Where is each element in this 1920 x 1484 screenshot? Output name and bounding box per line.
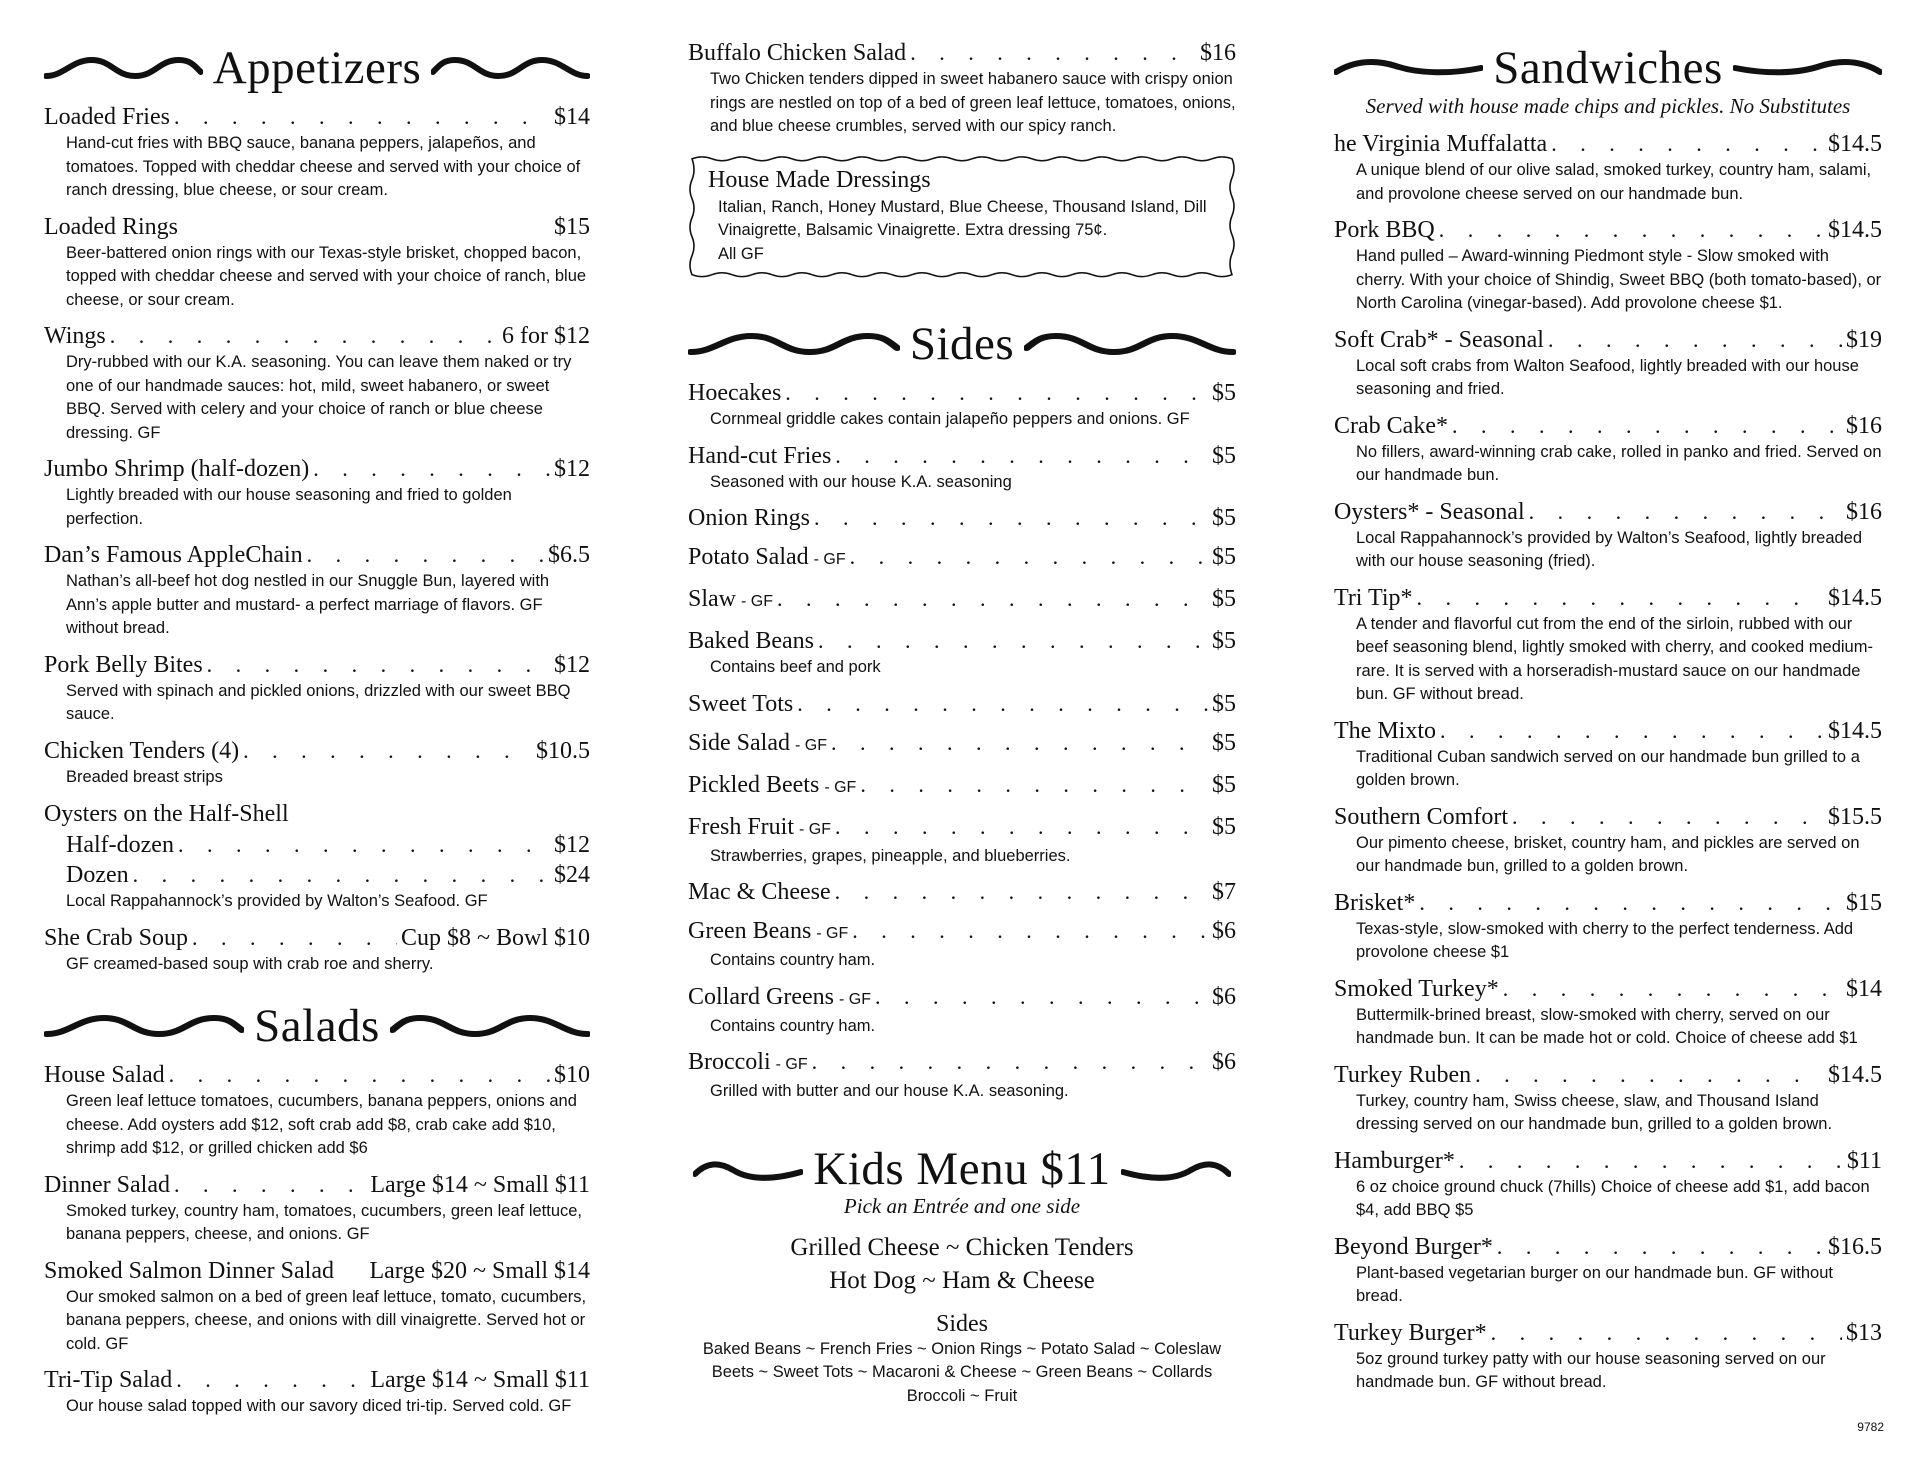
swirl-right-icon [431,50,590,86]
item-name: Pork Belly Bites [44,651,203,678]
menu-item [44,923,590,977]
menu-item [44,1365,590,1419]
menu-item [688,770,1236,803]
swirl-right-icon [1121,1152,1231,1188]
item-price: $15 [1846,889,1882,916]
item-description: Texas-style, slow-smoked with cherry to the perfect tenderness. Add provolone cheese $1 [1356,919,1854,961]
item-name: Jumbo Shrimp (half-dozen) [44,456,310,482]
item-description: Beer-battered onion rings with our Texas-style brisket, chopped bacon, topped with cheddar cheese and served with your choice of ranch, blue cheese, or sour cream. [66,243,587,309]
menu-item [688,503,1236,533]
menu-item [688,689,1236,719]
kids-header [688,1140,1236,1200]
item-price: $14.5 [1828,717,1882,744]
item-price: $6 [1212,918,1236,944]
item-price: $5 [1212,442,1236,469]
item-description: Our pimento cheese, brisket, country ham, and pickles are served on our handmade bun, grilled to a golden brown. [1356,833,1860,875]
sides-title: Sides [909,317,1015,370]
item-description: Lightly breaded with our house seasoning and fried to golden perfection. [66,486,512,528]
item-price: $16 [1846,412,1882,439]
oysters-title: Oysters on the Half-Shell [44,801,289,827]
item-description: Smoked turkey, country ham, tomatoes, cucumbers, green leaf lettuce, banana peppers, cheese, and onions. GF [66,1201,583,1243]
sandwiches-subtitle: Served with house made chips and pickles. No Substitutes [1365,94,1851,118]
kids-subtitle: Pick an Entrée and one side [843,1193,1081,1218]
sandwiches-list [1334,129,1882,1395]
item-price: $16 [1200,40,1236,66]
item-price: $5 [1212,729,1236,756]
item-description: Cornmeal griddle cakes contain jalapeño peppers and onions. GF [710,410,1190,428]
swirl-left-icon [44,1008,244,1044]
menu-item [688,877,1236,907]
item-description: Our house salad topped with our savory diced tri-tip. Served cold. GF [66,1397,572,1415]
item-price: $16.5 [1828,1233,1882,1260]
menu-item [1334,129,1882,206]
menu-item [44,650,590,727]
item-description: Seasoned with our house K.A. seasoning [710,472,1012,491]
item-name: Oysters* - Seasonal [1334,498,1525,525]
menu-item [44,212,590,313]
item-price: $12 [554,832,590,858]
item-description: Contains country ham. [710,1016,876,1035]
item-price: $14 [554,104,590,130]
left-column [44,38,590,1428]
menu-item [688,1047,1236,1104]
menu-item [44,1060,590,1161]
item-price: $15.5 [1828,803,1882,830]
menu-item [688,728,1236,761]
item-name: Dozen [66,862,129,888]
item-price: $11 [1846,1147,1882,1174]
menu-item [44,540,590,641]
swirl-left-icon [1334,50,1483,86]
menu-item [688,626,1236,680]
item-price: $14.5 [1828,584,1882,611]
menu-item [44,1170,590,1247]
item-name: Smoked Turkey* [1334,975,1499,1002]
item-description: Local Rappahannock’s provided by Walton’s Seafood. GF [66,892,488,910]
menu-item [688,982,1236,1039]
item-description: Hand-cut fries with BBQ sauce, banana peppers, jalapeños, and tomatoes. Topped with cheddar cheese and served with your choice of ranch dressing, blue cheese, or sour cream. [66,134,581,199]
dressings-gf: All GF [718,244,764,263]
item-name: Buffalo Chicken Salad [688,40,907,66]
item-price: $5 [1212,690,1236,717]
salads-title: Salads [254,999,380,1052]
item-description: Dry-rubbed with our K.A. seasoning. You can leave them naked or try one of our handmade sauces: hot, mild, sweet habanero, or sweet BBQ. Served with celery and your choice of ranch or blue cheese dressing. GF [66,353,572,442]
swirl-right-icon [390,1008,590,1044]
swirl-left-icon [693,1152,803,1188]
item-name: Mac & Cheese [688,879,831,905]
kids-sides-title: Sides [935,1310,988,1337]
oysters-group [44,798,590,914]
item-price: $5 [1212,628,1236,654]
menu-item [688,378,1236,432]
item-price: $5 [1212,505,1236,531]
item-description: Green leaf lettuce tomatoes, cucumbers, banana peppers, onions and cheese. Add oysters add $12, soft crab add $8, crab cake add $10, shrimp add $12, or grilled chicken add $6 [66,1092,577,1157]
item-description: Local Rappahannock’s provided by Walton’s Seafood, lightly breaded with our house seasoning (fried). [1356,528,1863,570]
item-price: Large $14 ~ Small $11 [370,1171,590,1198]
item-price: $6 [1212,1049,1236,1075]
item-name: Hoecakes [688,380,782,406]
item-name: Southern Comfort [1334,803,1508,830]
dressings-text: Italian, Ranch, Honey Mustard, Blue Cheese, Thousand Island, Dill Vinaigrette, Balsamic Vinaigrette. Extra dressing 75¢. [718,197,1207,239]
item-description: A tender and flavorful cut from the end of the sirloin, rubbed with our beef seasoning blend, lightly smoked with cherry, and cooked medium-rare. It is served with a horseradish-mustard sauce on our handmade bun. GF without bread. [1356,614,1873,703]
menu-item [688,441,1236,495]
item-name: Tri-Tip Salad [44,1367,173,1393]
swirl-left-icon [688,326,900,362]
item-price: $5 [1212,380,1236,406]
item-price: Cup $8 ~ Bowl $10 [401,924,590,951]
item-description: Breaded breast strips [66,767,223,786]
gf-tag: - GF [824,778,857,796]
item-name: Brisket* [1334,889,1416,916]
item-name: Dan’s Famous AppleChain [44,542,303,568]
item-price: $5 [1212,544,1236,570]
item-name: Turkey Burger* [1334,1319,1487,1346]
item-name: She Crab Soup [44,924,188,951]
item-price: Large $14 ~ Small $11 [370,1367,590,1393]
menu-item [1334,411,1882,488]
menu-item [1334,325,1882,402]
appetizers-header [44,38,590,98]
item-name: Slaw [688,586,736,612]
item-name: Collard Greens [688,983,834,1010]
item-price: $10 [554,1062,590,1088]
item-price: Large $20 ~ Small $14 [369,1257,590,1284]
item-name: Green Beans [688,918,812,944]
dressings-box [688,155,1236,279]
item-price: $14.5 [1828,1061,1882,1088]
kids-menu [688,1140,1236,1409]
item-name: Side Salad [688,729,790,756]
menu-item [44,1256,590,1357]
menu-item [1334,1232,1882,1309]
menu-item [1334,1060,1882,1137]
item-name: Baked Beans [688,628,814,654]
item-description: Turkey, country ham, Swiss cheese, slaw, and Thousand Island dressing served on our handmade bun, grilled to a golden brown. [1356,1091,1833,1133]
item-description: No fillers, award-winning crab cake, rolled in panko and fried. Served on our handmade bun. [1356,442,1882,484]
item-price: $14 [1846,975,1882,1002]
item-price: $5 [1212,586,1236,612]
item-price: $19 [1846,326,1882,353]
item-description: Grilled with butter and our house K.A. seasoning. [710,1082,1069,1100]
menu-item [1334,583,1882,707]
item-price: $12 [554,651,590,678]
item-price: $10.5 [536,737,590,764]
item-name: Potato Salad [688,544,809,570]
kids-entrees-line: Hot Dog ~ Ham & Cheese [829,1266,1095,1294]
item-price: $13 [1846,1319,1882,1346]
item-description: GF creamed-based soup with crab roe and sherry. [66,954,434,973]
item-name: Turkey Ruben [1334,1061,1472,1088]
item-description: Strawberries, grapes, pineapple, and blueberries. [710,846,1071,865]
swirl-right-icon [1733,50,1882,86]
item-description: Plant-based vegetarian burger on our handmade bun. GF without bread. [1356,1263,1833,1305]
sandwiches-title: Sandwiches [1493,41,1723,94]
item-name: Beyond Burger* [1334,1233,1493,1260]
salads-list [44,1060,590,1419]
item-price: $7 [1212,879,1236,905]
item-name: Tri Tip* [1334,584,1413,611]
middle-column [688,38,1236,1408]
item-description: 6 oz choice ground chuck (7hills) Choice of cheese add $1, add bacon $4, add BBQ $5 [1356,1177,1870,1219]
item-name: Hand-cut Fries [688,442,832,469]
menu-item [1334,974,1882,1051]
appetizers-title: Appetizers [212,41,422,94]
menu-item [1334,215,1882,316]
item-name: House Salad [44,1062,165,1088]
swirl-left-icon [44,50,203,86]
item-name: Sweet Tots [688,690,794,717]
item-name: The Mixto [1334,717,1436,744]
menu-item [1334,1146,1882,1223]
item-description: Buttermilk-brined breast, slow-smoked with cherry, served on our handmade bun. It can be made hot or cold. Choice of cheese add $1 [1356,1005,1858,1047]
item-description: Contains country ham. [710,951,876,969]
item-price: $14.5 [1828,217,1882,243]
menu-item [688,812,1236,869]
item-name: Pickled Beets [688,771,820,798]
menu-item [688,916,1236,973]
item-price: 6 for $12 [502,323,590,349]
menu-item [44,454,590,531]
item-description: Hand pulled – Award-winning Piedmont style - Slow smoked with cherry. With your choice of Shindig, Sweet BBQ (both tomato-based), or North Carolina (vinegar-based). Add provolone cheese $1. [1356,247,1882,312]
kids-title: Kids Menu $11 [813,1143,1111,1195]
item-name: Wings [44,323,106,349]
item-name: Chicken Tenders (4) [44,737,240,764]
item-name: Smoked Salmon Dinner Salad [44,1257,334,1284]
menu-item [1334,716,1882,793]
menu-item [1334,802,1882,879]
dressings-title: House Made Dressings [708,166,931,193]
item-price: $24 [554,862,590,888]
menu-item [44,736,590,790]
item-name: Loaded Rings [44,213,178,240]
item-description: Two Chicken tenders dipped in sweet habanero sauce with crispy onion rings are nestled on top of a bed of green leaf lettuce, tomatoes, onions, and blue cheese crumbles, served with our spicy ranch. [710,70,1236,135]
item-name: Broccoli [688,1049,771,1075]
item-name: Fresh Fruit [688,813,795,840]
item-name: Hamburger* [1334,1147,1455,1174]
item-name: Soft Crab* - Seasonal [1334,326,1544,353]
sandwiches-header [1334,38,1882,98]
item-price: $5 [1212,813,1236,840]
item-name: he Virginia Muffalatta [1334,131,1548,157]
item-price: $6.5 [548,542,590,568]
gf-tag: - GF [816,925,849,942]
item-price: $16 [1846,498,1882,525]
item-description: Local soft crabs from Walton Seafood, lightly breaded with our house seasoning and fried. [1356,356,1859,398]
sides-header [688,314,1236,374]
menu-item [688,542,1236,575]
item-description: A unique blend of our olive salad, smoked turkey, country ham, salami, and provolone cheese served on our handmade bun. [1356,161,1872,203]
gf-tag: - GF [741,593,773,610]
page-code: 9782 [1857,1420,1884,1434]
salads-header [44,996,590,1056]
gf-tag: - GF [775,1056,808,1073]
menu-item [44,321,590,445]
item-name: Half-dozen [66,832,174,858]
item-description: Traditional Cuban sandwich served on our handmade bun grilled to a golden brown. [1356,747,1860,789]
item-price: $12 [554,456,590,482]
gf-tag: - GF [813,551,846,568]
item-description: Contains beef and pork [710,658,881,676]
item-description: Served with spinach and pickled onions, drizzled with our sweet BBQ sauce. [66,681,571,723]
menu-item [1334,497,1882,574]
item-price: $6 [1212,983,1236,1010]
item-description: Our smoked salmon on a bed of green leaf lettuce, tomato, cucumbers, banana peppers, cheese, and onions with dill vinaigrette. Served hot or cold. GF [66,1287,587,1353]
right-column [1334,38,1882,1404]
gf-tag: - GF [795,736,827,754]
item-name: Dinner Salad [44,1171,170,1198]
swirl-right-icon [1024,326,1236,362]
menu-item [1334,1318,1882,1395]
item-name: Pork BBQ [1334,217,1435,243]
item-name: Loaded Fries [44,104,170,130]
menu-item [688,38,1236,139]
gf-tag: - GF [838,990,871,1008]
menu-item [688,584,1236,617]
item-price: $14.5 [1828,131,1882,157]
menu-item [44,102,590,203]
item-description: 5oz ground turkey patty with our house seasoning served on our handmade bun. GF without bread. [1356,1349,1826,1391]
item-price: $15 [554,213,590,240]
item-name: Onion Rings [688,505,811,531]
appetizers-list [44,102,590,976]
sides-list [688,378,1236,1104]
item-description: Nathan’s all-beef hot dog nestled in our Snuggle Bun, layered with Ann’s apple butter and mustard- a perfect marriage of flavors. GF without bread. [66,572,550,637]
menu-item [1334,888,1882,965]
kids-entrees-line: Grilled Cheese ~ Chicken Tenders [790,1233,1134,1261]
kids-sides-list: Baked Beans ~ French Fries ~ Onion Rings ~ Potato Salad ~ Coleslaw Beets ~ Sweet Tots ~ Macaroni & Cheese ~ Green Beans ~ Collards Broccoli ~ Fruit [702,1339,1222,1405]
item-name: Crab Cake* [1334,412,1448,439]
gf-tag: - GF [799,820,832,838]
item-price: $5 [1212,771,1236,798]
